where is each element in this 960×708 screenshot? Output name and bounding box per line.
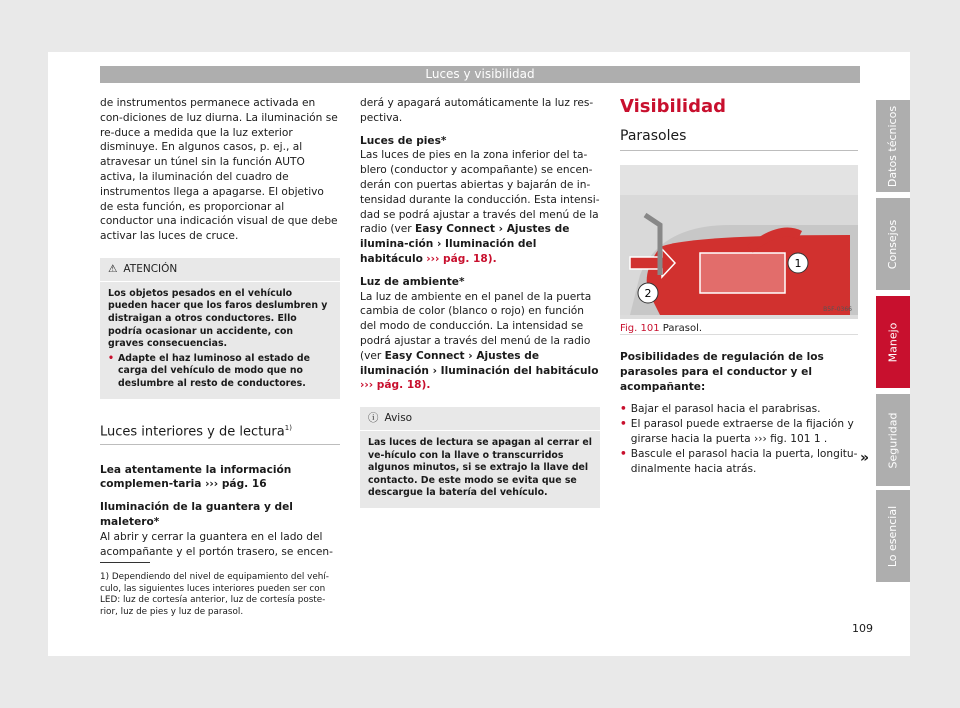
- warning-box: [100, 258, 340, 399]
- list-item: • Bajar el parasol hacia el parabrisas.: [620, 403, 821, 416]
- tab-consejos[interactable]: Consejos: [876, 198, 910, 290]
- svg-text:B5F-0366: B5F-0366: [823, 306, 852, 313]
- svg-text:2: 2: [644, 287, 652, 300]
- ambient-light-title: Luz de ambiente*: [360, 275, 465, 288]
- continuation-paragraph: derá y apagará automáticamente la luz res-pectiva.: [360, 97, 594, 124]
- glovebox-paragraph: Al abrir y cerrar la guantera en el lado del acompañante y el portón trasero, se encen-: [100, 530, 333, 558]
- note-title: Aviso: [384, 412, 413, 425]
- page-header: Luces y visibilidad: [100, 66, 860, 83]
- mirror-shape: [700, 253, 785, 293]
- adjustment-list-title: Posibilidades de regulación de los parasoles para el conductor y el acompañante:: [620, 351, 824, 393]
- page-number: 109: [852, 622, 873, 635]
- continue-marker: »: [860, 450, 870, 466]
- list-item: • El parasol puede extraerse de la fijación y girarse hacia la puerta ››› fig. 101 1 .: [620, 418, 854, 445]
- warning-triangle-icon: ⚠: [108, 262, 118, 275]
- footnote-divider: [100, 562, 150, 563]
- note-body: Las luces de lectura se apagan al cerrar el ve-hículo con la llave o transcurridos algunos minutos, si se extrajo la llave del contacto. De este modo se evita que se descargue la batería del vehículo.: [368, 436, 592, 499]
- reference-paragraph: Lea atentamente la información complemen-taria ››› pág. 16: [100, 463, 292, 491]
- column-2: [360, 96, 600, 530]
- figure-caption: Fig. 101 Parasol.: [620, 319, 858, 334]
- glovebox-title: Iluminación de la guantera y del maletero*: [100, 501, 293, 529]
- foot-lights-paragraph: Las luces de pies en la zona inferior del ta-blero (conductor y acompañante) se encen-derán con puertas abiertas y bajarán de in-tensidad durante la conducción. Esta intensi-dad se podrá ajustar a través del menú de la radio (ver Easy Connect › Ajustes de ilumina-ción › Iluminación del habitáculo ››› pág. 18).: [360, 149, 600, 265]
- sunvisor-illustration: [620, 165, 858, 315]
- warning-title: ATENCIÓN: [123, 262, 178, 275]
- intro-paragraph: de instrumentos permanece activada en con-diciones de luz diurna. La iluminación se re-duce a medida que la luz exterior disminuye. En algunos casos, p. ej., al atravesar un túnel sin la función AUTO activa, la iluminación del cuadro de instrumentos llega a apagarse. El objetivo de esta función, es proporcionar al conductor una indicación visual de que debe activar las luces de cruce.: [100, 97, 338, 243]
- warning-bullet: • Adapte el haz luminoso al estado de carga del vehículo de modo que no deslumbre al resto de conductores.: [108, 352, 310, 389]
- footnote: 1) Dependiendo del nivel de equipamiento del vehí-culo, las siguientes luces interiores pueden ser con LED: luz de cortesía anterior, luz de cortesía poste-rior, luz de pies y luz de parasol.: [100, 572, 329, 617]
- ambient-light-paragraph: La luz de ambiente en el panel de la puerta cambia de color (blanco o rojo) en función del modo de conducción. La intensidad se podrá ajustar a través del menú de la radio (ver Easy Connect › Ajustes de iluminación › Iluminación del habitáculo ››› pág. 18).: [360, 290, 599, 392]
- list-item: • Bascule el parasol hacia la puerta, longitu-dinalmente hacia atrás.: [620, 447, 858, 475]
- chapter-title: Visibilidad: [620, 96, 726, 117]
- note-header: [360, 407, 600, 431]
- foot-lights-title: Luces de pies*: [360, 134, 447, 147]
- warning-body: [100, 282, 340, 399]
- tab-manejo[interactable]: Manejo: [876, 296, 910, 388]
- svg-text:1: 1: [794, 257, 802, 270]
- tab-lo-esencial[interactable]: Lo esencial: [876, 490, 910, 582]
- tab-seguridad[interactable]: Seguridad: [876, 394, 910, 486]
- info-icon: ⓘ: [368, 412, 379, 425]
- warning-text: Los objetos pesados en el vehículo pueden hacer que los faros deslumbren y distraigan a otros conductores. Ello podría ocasionar un accidente, con graves consecuencias.: [108, 287, 328, 350]
- column-3: [620, 96, 858, 151]
- tab-datos-tecnicos[interactable]: Datos técnicos: [876, 100, 910, 192]
- subsection-title: Parasoles: [620, 129, 858, 151]
- note-box: [360, 407, 600, 508]
- warning-header: [100, 258, 340, 282]
- sunvisor-figure: [620, 165, 858, 335]
- section-title: Luces interiores y de lectura$^{1)}$: [100, 421, 340, 445]
- column-1: [100, 96, 340, 567]
- adjustment-section: [620, 350, 858, 476]
